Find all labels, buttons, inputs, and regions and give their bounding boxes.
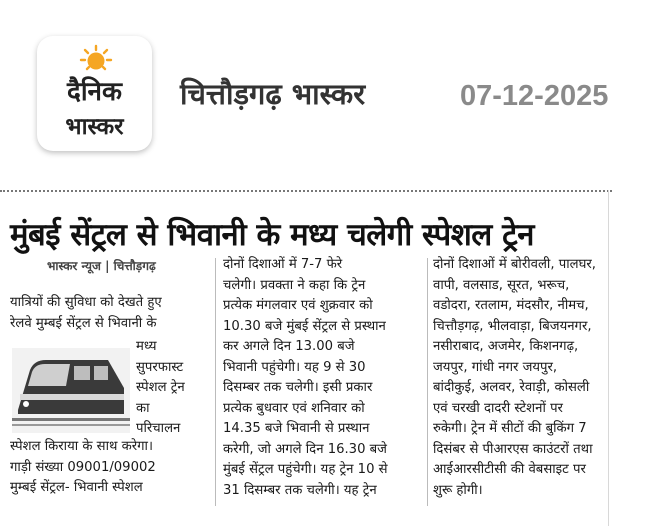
text-line: मध्य xyxy=(136,339,157,354)
dainik-bhaskar-logo[interactable] xyxy=(37,36,152,151)
text-line: यात्रियों की सुविधा को देखते हुए xyxy=(10,295,162,310)
article-column-1-wrap xyxy=(136,337,212,440)
edition-date: 07-12-2025 xyxy=(460,80,609,112)
text-line: नसीराबाद, अजमेर, किशनगढ़, xyxy=(433,339,579,354)
text-line: मुंबई सेंट्रल पहुंचेगी। यह ट्रेन 10 से xyxy=(223,462,388,477)
text-line: प्रत्येक बुधवार एवं शनिवार को xyxy=(223,400,365,416)
article-column-1-intro xyxy=(10,293,212,334)
text-line: 10.30 बजे मुंबई सेंट्रल से प्रस्थान xyxy=(223,318,386,334)
article-column-1-bottom xyxy=(10,437,212,499)
logo-text-dainik: दैनिक xyxy=(67,77,122,107)
logo-text-bhaskar: भास्कर xyxy=(65,114,124,140)
article-byline: भास्कर न्यूज | चित्तौड़गढ़ xyxy=(47,259,156,273)
text-line: परिचालन xyxy=(136,421,181,436)
column-divider xyxy=(427,258,428,506)
text-line: चलेगी। प्रवक्ता ने कहा कि ट्रेन xyxy=(223,277,366,293)
text-line: शुरू होगी। xyxy=(433,482,483,498)
text-line: बांदीकुई, अलवर, रेवाड़ी, कोसली xyxy=(433,380,590,395)
text-line: दिसंबर से पीआरएस काउंटरों तथा xyxy=(433,441,593,457)
text-line: 31 दिसम्बर तक चलेगी। यह ट्रेन xyxy=(223,482,377,498)
sun-icon xyxy=(79,44,113,76)
article-column-2 xyxy=(223,255,422,501)
text-line: का xyxy=(136,400,150,416)
text-line: स्पेशल किराया के साथ करेगा। xyxy=(10,439,153,454)
column-divider xyxy=(215,258,216,506)
text-line: प्रत्येक मंगलवार एवं शुक्रवार को xyxy=(223,298,373,313)
text-line: आईआरसीटीसी की वेबसाइट पर xyxy=(433,462,586,477)
text-line: मुम्बई सेंट्रल- भिवानी स्पेशल xyxy=(10,480,143,495)
train-icon xyxy=(12,348,130,433)
text-line: रेलवे मुम्बई सेंट्रल से भिवानी के xyxy=(10,315,157,331)
text-line: एवं चरखी दादरी स्टेशनों पर xyxy=(433,400,563,416)
clipping-border xyxy=(0,190,612,192)
text-line: कर अगले दिन 13.00 बजे xyxy=(223,339,355,354)
text-line: दोनों दिशाओं में बोरीवली, पालघर, xyxy=(433,257,596,272)
header xyxy=(0,0,667,180)
article-headline: मुंबई सेंट्रल से भिवानी के मध्य चलेगी स्पेशल ट्रेन xyxy=(10,217,534,253)
text-line: भिवानी पहुंचेगी। यह 9 से 30 xyxy=(223,359,366,375)
text-line: सुपरफास्ट xyxy=(136,359,184,375)
text-line: दोनों दिशाओं में 7-7 फेरे xyxy=(223,257,343,272)
text-line: जयपुर, गांधी नगर जयपुर, xyxy=(433,359,558,375)
article-column-3 xyxy=(433,255,631,501)
text-line: चित्तौड़गढ़, भीलवाड़ा, बिजयनगर, xyxy=(433,318,592,334)
edition-title: चित्तौड़गढ़ भास्कर xyxy=(180,77,366,111)
text-line: रुकेगी। ट्रेन में सीटों की बुकिंग 7 xyxy=(433,421,587,436)
text-line: करेगी, जो अगले दिन 16.30 बजे xyxy=(223,441,387,457)
text-line: वडोदरा, रतलाम, मंदसौर, नीमच, xyxy=(433,298,589,313)
text-line: वापी, वलसाड, सूरत, भरूच, xyxy=(433,277,570,293)
text-line: दिसम्बर तक चलेगी। इसी प्रकार xyxy=(223,380,373,395)
text-line: 14.35 बजे भिवानी से प्रस्थान xyxy=(223,421,370,436)
text-line: स्पेशल ट्रेन xyxy=(136,380,185,395)
text-line: गाड़ी संख्या 09001/09002 xyxy=(10,459,156,475)
